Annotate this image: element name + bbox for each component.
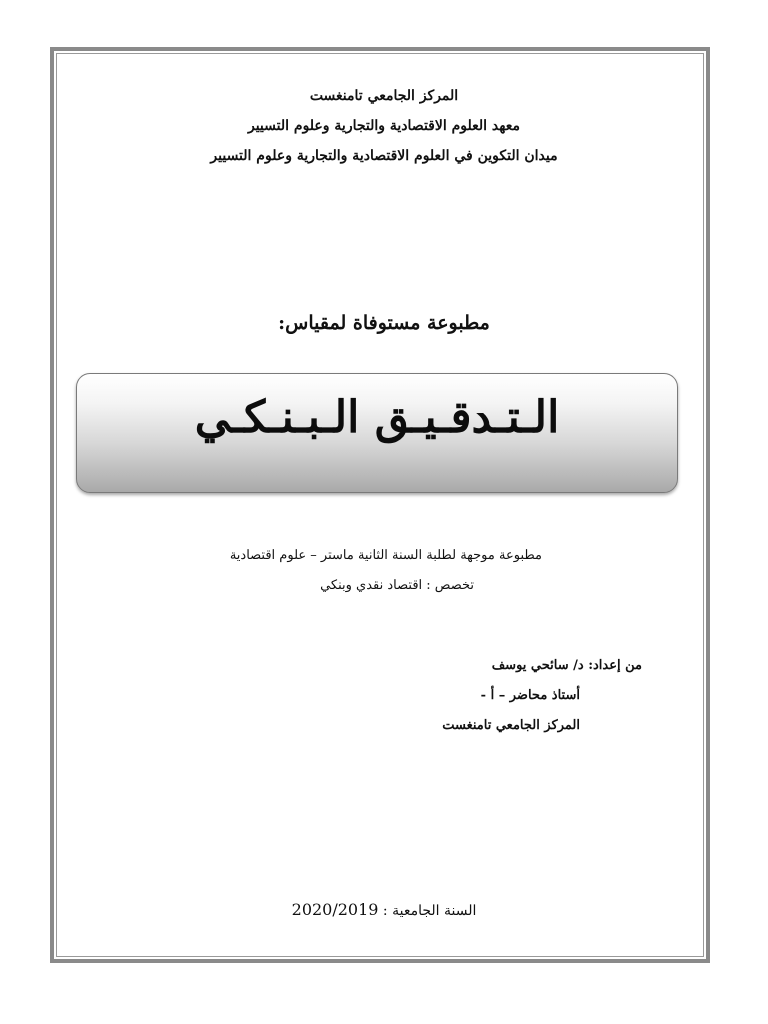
prepared-by: من إعداد: د/ سائحي يوسف	[491, 658, 642, 673]
academic-year-label: السنة الجامعية :	[382, 903, 477, 919]
course-title: الـتـدقـيـق الـبـنـكـي	[194, 392, 560, 443]
header-university: المركز الجامعي تامنغست	[309, 88, 459, 104]
page-border-inner	[56, 53, 704, 957]
academic-year-value: 2020/2019	[291, 900, 379, 919]
specialty-line: تخصص : اقتصاد نقدي وبنكي	[320, 578, 474, 593]
author-rank: أستاذ محاضر – أ -	[480, 688, 580, 703]
header-field: ميدان التكوين في العلوم الاقتصادية والتجارية وعلوم التسيير	[210, 148, 558, 164]
academic-year	[0, 900, 768, 919]
course-subtitle: مطبوعة مستوفاة لمقياس:	[278, 312, 490, 334]
author-institution: المركز الجامعي تامنغست	[442, 718, 580, 733]
header-institute: معهد العلوم الاقتصادية والتجارية وعلوم التسيير	[247, 118, 520, 134]
audience-line: مطبوعة موجهة لطلبة السنة الثانية ماستر – علوم اقتصادية	[229, 548, 542, 563]
